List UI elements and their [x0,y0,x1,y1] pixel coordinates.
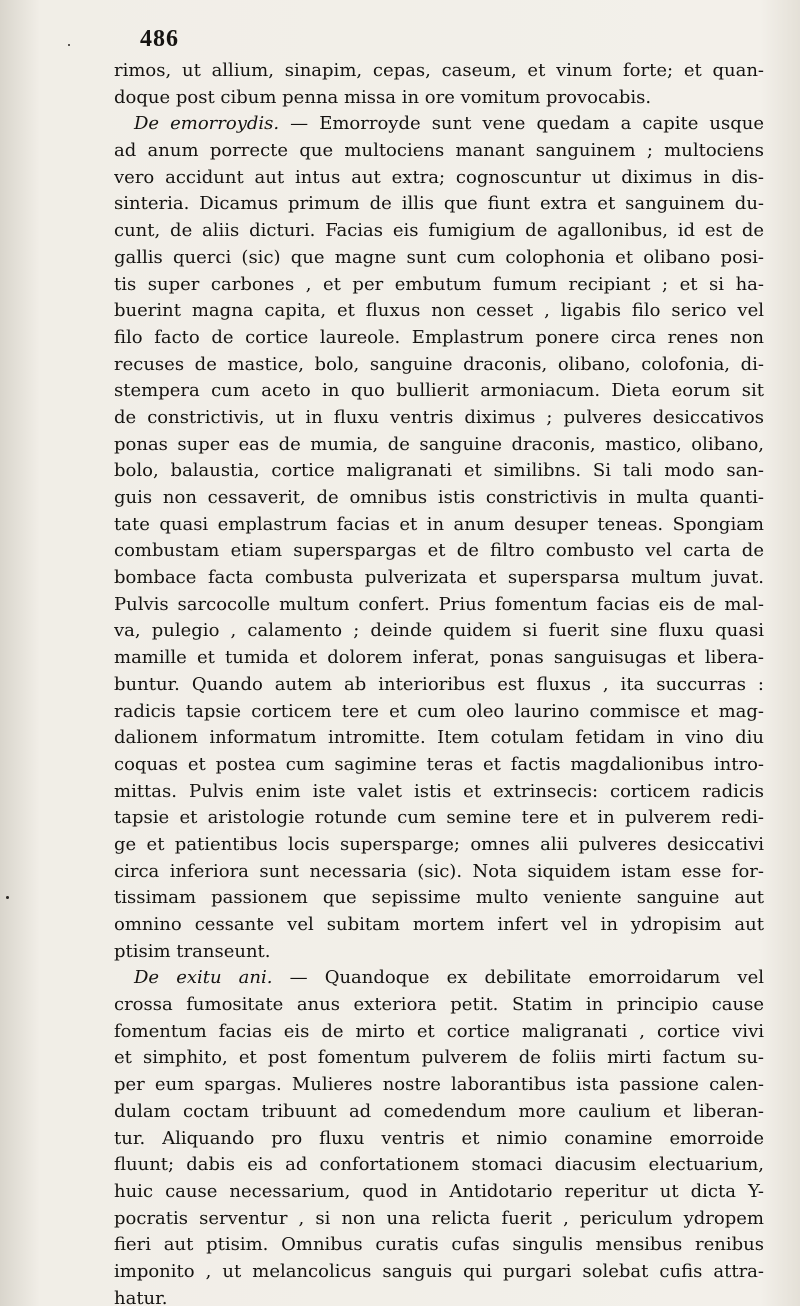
text-line [114,245,764,272]
text-line [114,1259,764,1286]
text-line [114,191,764,218]
text-line [114,111,764,138]
text-line [114,1045,764,1072]
line-text: filo facto de cortice laureole. Emplastrum ponere circa renes non [114,326,764,348]
text-line [114,645,764,672]
line-text: fieri aut ptisim. Omnibus curatis cufas singulis mensibus renibus [114,1234,764,1256]
line-text: tissimam passionem que sepissime multo veniente sanguine aut [114,887,764,909]
line-text: — Quandoque ex debilitate emorroidarum vel [272,967,764,989]
line-text: Pulvis sarcocolle multum confert. Prius fomentum facias eis de mal- [114,593,764,615]
text-line [114,485,764,512]
line-text: bolo, balaustia, cortice maligranati et similibns. Si tali modo san- [114,460,764,482]
line-text: sinteria. Dicamus primum de illis que fiunt extra et sanguinem du- [114,193,764,215]
print-speck [6,896,9,899]
text-line [114,752,764,779]
line-text: mittas. Pulvis enim iste valet istis et extrinsecis: corticem radicis [114,780,764,802]
line-text: mamille et tumida et dolorem inferat, ponas sanguisugas et libera- [114,647,764,669]
text-line [114,1019,764,1046]
line-text: fomentum facias eis de mirto et cortice maligranati , cortice vivi [114,1020,764,1042]
line-text: ge et patientibus locis supersparge; omnes alii pulveres desiccativi [114,833,764,855]
text-line [114,272,764,299]
line-text: buerint magna capita, et fluxus non cesset , ligabis filo serico vel [114,300,764,322]
line-text: imponito , ut melancolicus sanguis qui purgari solebat cufis attra- [114,1260,764,1282]
line-text: combustam etiam superspargas et de filtro combusto vel carta de [114,540,764,562]
text-line [114,805,764,832]
body-text [114,58,764,1306]
line-text: stempera cum aceto in quo bullierit armoniacum. Dieta eorum sit [114,380,764,402]
print-speck [68,44,70,46]
line-text: doque post cibum penna missa in ore vomitum provocabis. [114,86,652,108]
line-text: circa inferiora sunt necessaria (sic). Nota siquidem istam esse for- [114,860,764,882]
text-line [114,325,764,352]
line-text: tapsie et aristologie rotunde cum semine tere et in pulverem redi- [114,807,764,829]
line-text: crossa fumositate anus exteriora petit. Statim in principio cause [114,994,764,1016]
text-line [114,58,764,85]
line-text: radicis tapsie corticem tere et cum oleo laurino commisce et mag- [114,700,764,722]
section-heading: De exitu ani. [134,967,273,989]
text-line [114,779,764,806]
line-text: de constrictivis, ut in fluxu ventris diximus ; pulveres desiccativos [114,406,764,428]
text-line [114,138,764,165]
text-line [114,352,764,379]
section-heading: De emorroydis. [134,113,280,135]
line-text: ptisim transeunt. [114,940,271,962]
line-text: tis super carbones , et per embutum fumum recipiant ; et si ha- [114,273,764,295]
line-text: vero accidunt aut intus aut extra; cognoscuntur ut diximus in dis- [114,166,764,188]
line-text: cunt, de aliis dicturi. Facias eis fumigium de agallonibus, id est de [114,220,764,242]
line-text: fluunt; dabis eis ad confortationem stomaci diacusim electuarium, [114,1154,764,1176]
text-line [114,1179,764,1206]
line-text: ad anum porrecte que multociens manant sanguinem ; multociens [114,140,764,162]
line-text: tur. Aliquando pro fluxu ventris et nimio conamine emorroide [114,1127,764,1149]
line-text: va, pulegio , calamento ; deinde quidem si fuerit sine fluxu quasi [114,620,764,642]
line-text: — Emorroyde sunt vene quedam a capite usque [279,113,764,135]
text-line [114,512,764,539]
line-text: dalionem informatum intromitte. Item cotulam fetidam in vino diu [114,727,764,749]
line-text: omnino cessante vel subitam mortem infert vel in ydropisim aut [114,914,764,935]
text-line [114,218,764,245]
line-text: gallis querci (sic) que magne sunt cum colophonia et olibano posi- [114,246,764,268]
line-text: dulam coctam tribuunt ad comedendum more caulium et liberan- [114,1100,764,1122]
line-text: rimos, ut allium, sinapim, cepas, caseum, et vinum forte; et quan- [114,60,764,81]
page-number: 486 [140,26,179,52]
text-line [114,565,764,592]
text-line [114,1099,764,1126]
text-line [114,725,764,752]
text-line [114,1206,764,1233]
text-line [114,458,764,485]
text-line [114,538,764,565]
text-line [114,672,764,699]
line-text: hatur. [114,1287,168,1306]
text-line [114,885,764,912]
text-line [114,298,764,325]
text-line [114,618,764,645]
text-line [114,939,764,966]
line-text: tate quasi emplastrum facias et in anum desuper teneas. Spongiam [114,513,764,535]
text-line [114,165,764,192]
text-line [114,405,764,432]
text-line [114,592,764,619]
text-line [114,965,764,992]
line-text: ponas super eas de mumia, de sanguine draconis, mastico, olibano, [114,433,764,455]
line-text: buntur. Quando autem ab interioribus est fluxus , ita succurras : [114,673,764,695]
text-line [114,432,764,459]
line-text: recuses de mastice, bolo, sanguine draconis, olibano, colofonia, di- [114,353,764,375]
text-line [114,85,764,112]
line-text: coquas et postea cum sagimine teras et factis magdalionibus intro- [114,753,764,775]
line-text: per eum spargas. Mulieres nostre laborantibus ista passione calen- [114,1074,764,1096]
text-line [114,378,764,405]
text-line [114,1152,764,1179]
text-line [114,1126,764,1153]
text-line [114,1072,764,1099]
line-text: huic cause necessarium, quod in Antidotario reperitur ut dicta Y- [114,1180,764,1202]
line-text: guis non cessaverit, de omnibus istis constrictivis in multa quanti- [114,487,764,508]
line-text: pocratis serventur , si non una relicta fuerit , periculum ydropem [114,1207,764,1229]
text-line [114,859,764,886]
text-line [114,912,764,939]
text-line [114,699,764,726]
line-text: et simphito, et post fomentum pulverem de foliis mirti factum su- [114,1047,764,1069]
text-line [114,832,764,859]
text-line [114,1232,764,1259]
text-line [114,1286,764,1306]
text-line [114,992,764,1019]
line-text: bombace facta combusta pulverizata et supersparsa multum juvat. [114,567,764,589]
